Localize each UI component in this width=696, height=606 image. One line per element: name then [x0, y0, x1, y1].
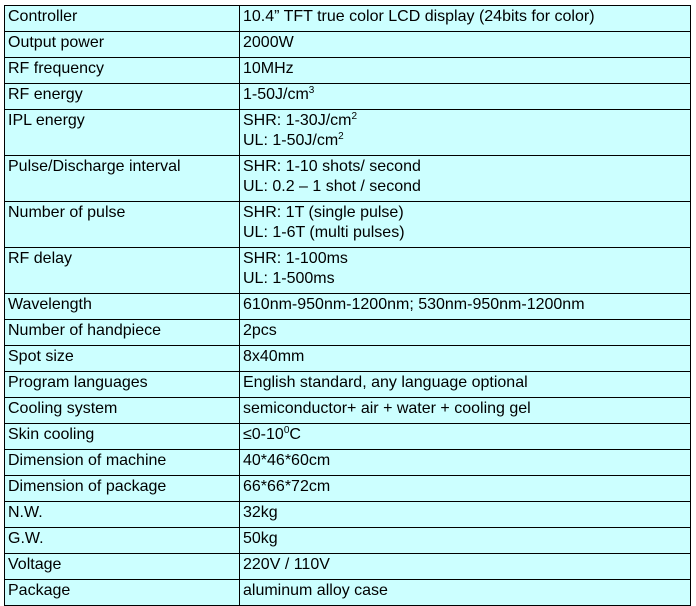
spec-value-line: [243, 157, 686, 177]
spec-value: [240, 502, 691, 528]
table-row: [5, 528, 691, 554]
spec-label: RF delay: [5, 248, 240, 294]
table-row: [5, 398, 691, 424]
spec-value: [240, 580, 691, 606]
spec-value-line: [243, 249, 686, 269]
table-row: [5, 580, 691, 606]
spec-label: Number of pulse: [5, 202, 240, 248]
superscript: 3: [308, 85, 315, 96]
table-row: [5, 450, 691, 476]
spec-value-line: [243, 581, 686, 601]
spec-value-text: 32kg: [243, 504, 278, 521]
spec-value: [240, 398, 691, 424]
spec-label: Voltage: [5, 554, 240, 580]
spec-value: [240, 156, 691, 202]
spec-value-text: 10.4” TFT true color LCD display (24bits for color): [243, 8, 595, 25]
spec-value-line: [243, 477, 686, 497]
spec-value-text: SHR: 1-100ms: [243, 250, 348, 267]
spec-value-text: UL: 0.2 – 1 shot / second: [243, 178, 421, 195]
spec-value-line: [243, 177, 686, 197]
spec-label: Program languages: [5, 372, 240, 398]
spec-value-line: [243, 555, 686, 575]
spec-value-text: 2000W: [243, 34, 294, 51]
table-row: [5, 110, 691, 156]
table-row: [5, 554, 691, 580]
spec-value-text: ≤0-10: [243, 426, 284, 443]
spec-value-text: aluminum alloy case: [243, 582, 388, 599]
spec-value: [240, 110, 691, 156]
spec-value-text: 2pcs: [243, 322, 277, 339]
spec-value: [240, 476, 691, 502]
spec-value-text: UL: 1-500ms: [243, 270, 335, 287]
spec-value-text: 220V / 110V: [243, 556, 330, 573]
spec-value: [240, 84, 691, 110]
spec-value-text: SHR: 1T (single pulse): [243, 204, 404, 221]
spec-label: Number of handpiece: [5, 320, 240, 346]
spec-value-line: [243, 399, 686, 419]
spec-value-line: [243, 373, 686, 393]
spec-label: G.W.: [5, 528, 240, 554]
spec-value: [240, 32, 691, 58]
spec-value: [240, 6, 691, 32]
spec-value-text: UL: 1-6T (multi pulses): [243, 224, 405, 241]
spec-label: Wavelength: [5, 294, 240, 320]
spec-value: [240, 202, 691, 248]
spec-label: Dimension of package: [5, 476, 240, 502]
spec-label: Controller: [5, 6, 240, 32]
spec-value-line: [243, 59, 686, 79]
spec-value-line: [243, 503, 686, 523]
spec-value-text: 10MHz: [243, 60, 294, 77]
table-row: [5, 202, 691, 248]
spec-table: [4, 5, 691, 606]
spec-value-line: [243, 223, 686, 243]
spec-value-line: [243, 295, 686, 315]
table-row: [5, 156, 691, 202]
spec-value: [240, 372, 691, 398]
spec-value-line: [243, 203, 686, 223]
spec-value: [240, 528, 691, 554]
spec-value: [240, 320, 691, 346]
superscript: 2: [338, 131, 344, 142]
table-row: [5, 502, 691, 528]
spec-value-text: semiconductor+ air + water + cooling gel: [243, 400, 531, 417]
spec-value: [240, 58, 691, 84]
table-row: [5, 84, 691, 110]
spec-value-line: [243, 33, 686, 53]
spec-value-line: [243, 131, 686, 151]
spec-value-line: [243, 85, 686, 105]
spec-table-body: [5, 6, 691, 606]
table-row: [5, 424, 691, 450]
spec-value-line: [243, 451, 686, 471]
spec-value-text: English standard, any language optional: [243, 374, 528, 391]
spec-label: Cooling system: [5, 398, 240, 424]
spec-value-text: 66*66*72cm: [243, 478, 331, 495]
superscript: 2: [351, 111, 358, 122]
spec-value-text: C: [289, 426, 301, 443]
spec-label: Skin cooling: [5, 424, 240, 450]
spec-value-text: SHR: 1-10 shots/ second: [243, 158, 421, 175]
spec-label: RF energy: [5, 84, 240, 110]
spec-value: [240, 346, 691, 372]
table-row: [5, 372, 691, 398]
spec-value-line: [243, 425, 686, 445]
spec-value-line: [243, 529, 686, 549]
spec-label: Dimension of machine: [5, 450, 240, 476]
spec-label: Pulse/Discharge interval: [5, 156, 240, 202]
superscript: 0: [283, 425, 290, 436]
spec-value-text: UL: 1-50J/cm: [243, 132, 339, 149]
spec-value-text: 40*46*60cm: [243, 452, 331, 469]
spec-value-line: [243, 321, 686, 341]
spec-value: [240, 248, 691, 294]
table-row: [5, 58, 691, 84]
table-row: [5, 320, 691, 346]
spec-value: [240, 294, 691, 320]
table-row: [5, 346, 691, 372]
spec-value-line: [243, 347, 686, 367]
table-row: [5, 476, 691, 502]
table-row: [5, 294, 691, 320]
spec-label: Package: [5, 580, 240, 606]
spec-label: Output power: [5, 32, 240, 58]
spec-value-line: [243, 7, 686, 27]
spec-value-line: [243, 269, 686, 289]
spec-label: N.W.: [5, 502, 240, 528]
spec-value-line: [243, 111, 686, 131]
table-row: [5, 248, 691, 294]
spec-value: [240, 450, 691, 476]
spec-label: RF frequency: [5, 58, 240, 84]
spec-value: [240, 554, 691, 580]
spec-value-text: 8x40mm: [243, 348, 305, 365]
spec-value-text: SHR: 1-30J/cm: [243, 112, 352, 129]
spec-label: IPL energy: [5, 110, 240, 156]
table-row: [5, 32, 691, 58]
spec-value-text: 50kg: [243, 530, 278, 547]
table-row: [5, 6, 691, 32]
spec-label: Spot size: [5, 346, 240, 372]
spec-value-text: 1-50J/cm: [243, 86, 309, 103]
spec-value: [240, 424, 691, 450]
spec-value-text: 610nm-950nm-1200nm; 530nm-950nm-1200nm: [243, 296, 585, 313]
